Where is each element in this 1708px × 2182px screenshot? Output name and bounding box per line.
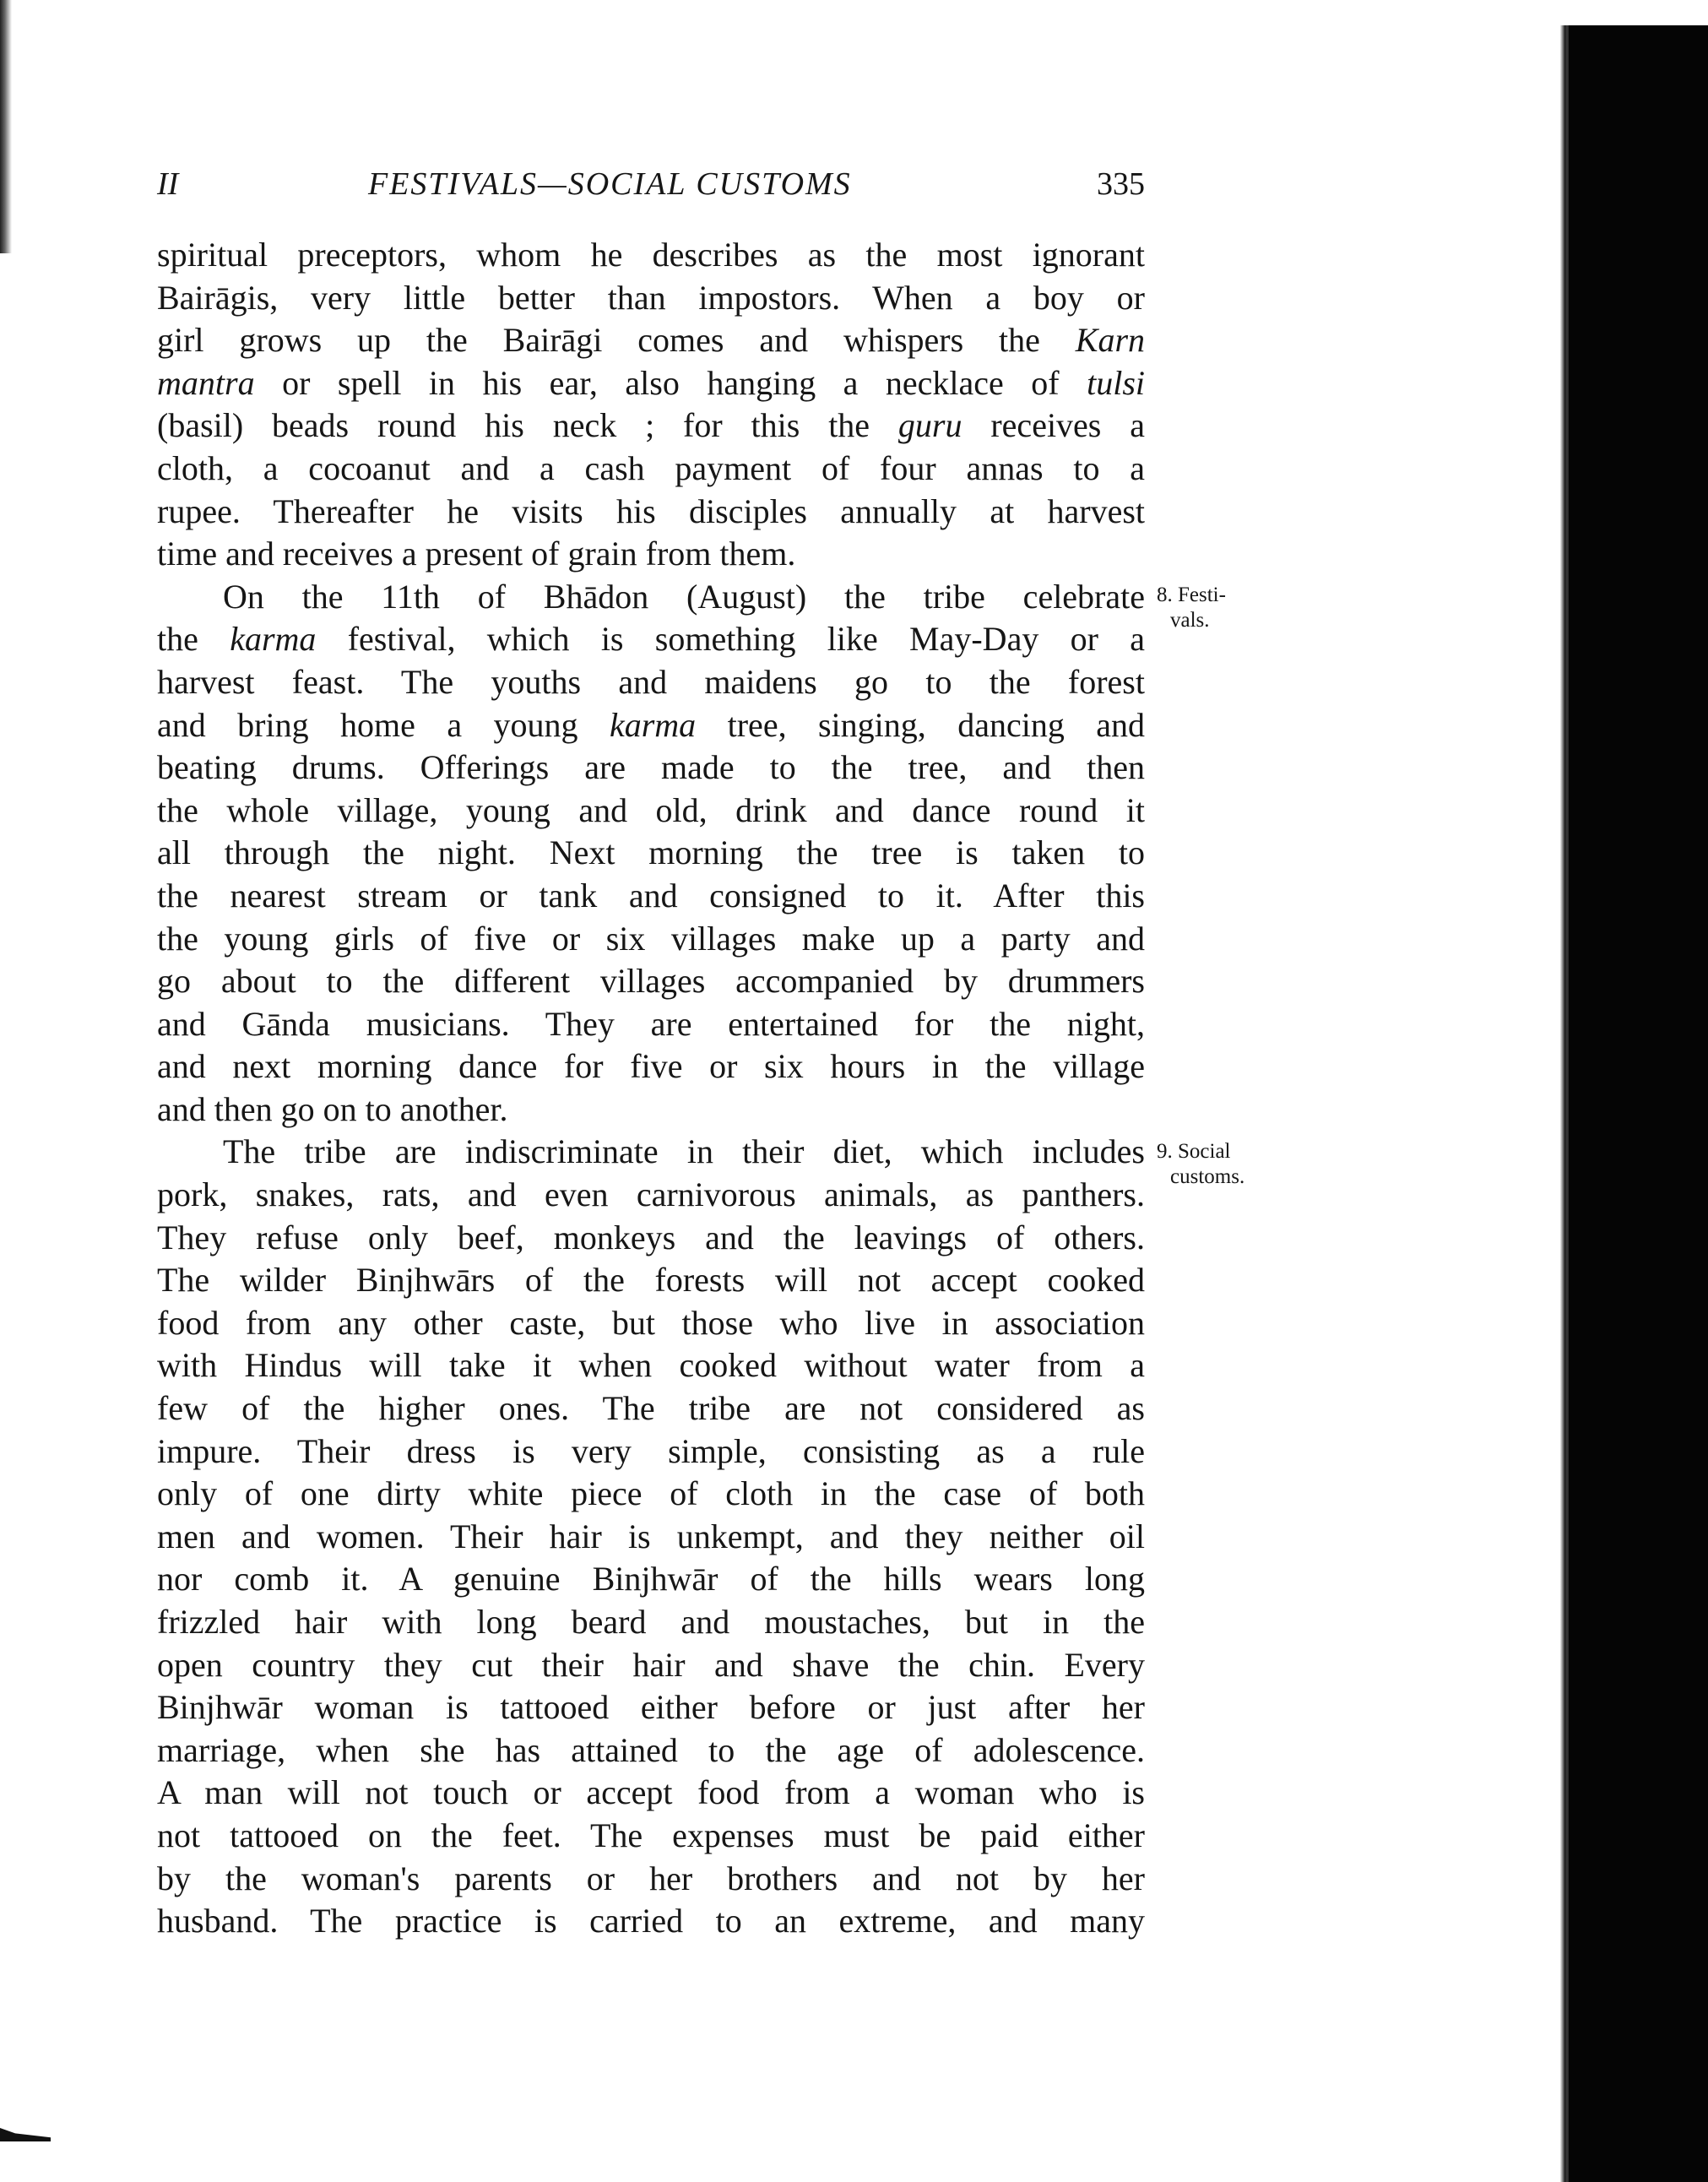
- text-line: men and women. Their hair is unkempt, and they neither oil: [157, 1517, 1145, 1555]
- text-line: and next morning dance for five or six hours in the village: [157, 1047, 1145, 1086]
- body-text: [157, 234, 1145, 1943]
- text-line: and then go on to another.: [157, 1089, 508, 1128]
- text-line: The tribe are indiscriminate in their diet, which includes: [223, 1132, 1145, 1171]
- text-line: the whole village, young and old, drink and dance round it: [157, 790, 1145, 829]
- text-line: mantra or spell in his ear, also hanging a necklace of tulsi: [157, 363, 1145, 402]
- sidenote-festivals-line-1: 8. Festi-: [1157, 583, 1226, 606]
- text-line: On the 11th of Bhādon (August) the tribe celebrate: [223, 577, 1145, 616]
- text-line: (basil) beads round his neck ; for this the guru receives a: [157, 406, 1145, 445]
- text-line: Binjhwār woman is tattooed either before or just after her: [157, 1688, 1145, 1727]
- sidenote-festivals: [1157, 583, 1226, 633]
- sidenote-festivals-line-2: vals.: [1170, 609, 1210, 632]
- text-line: the young girls of five or six villages make up a party and: [157, 919, 1145, 958]
- text-line: food from any other caste, but those who live in association: [157, 1303, 1145, 1342]
- text-line: harvest feast. The youths and maidens go to the forest: [157, 662, 1145, 701]
- sidenote-social-line-1: 9. Social: [1157, 1140, 1231, 1163]
- scan-gutter: [1569, 25, 1708, 2182]
- text-line: the karma festival, which is something like May-Day or a: [157, 620, 1145, 659]
- text-line: and Gānda musicians. They are entertained for the night,: [157, 1004, 1145, 1043]
- text-line: husband. The practice is carried to an extreme, and many: [157, 1902, 1145, 1940]
- text-line: cloth, a cocoanut and a cash payment of four annas to a: [157, 448, 1145, 487]
- sidenote-social-customs: [1157, 1139, 1244, 1190]
- page-number: 335: [1097, 166, 1145, 202]
- sidenote-social-line-2: customs.: [1170, 1165, 1245, 1188]
- text-line: impure. Their dress is very simple, consisting as a rule: [157, 1431, 1145, 1470]
- text-line: Bairāgis, very little better than impostors. When a boy or: [157, 278, 1145, 317]
- text-line: open country they cut their hair and shave the chin. Every: [157, 1645, 1145, 1684]
- text-line: few of the higher ones. The tribe are not considered as: [157, 1389, 1145, 1428]
- text-line: The wilder Binjhwārs of the forests will not accept cooked: [157, 1261, 1145, 1300]
- text-line: go about to the different villages accompanied by drummers: [157, 962, 1145, 1001]
- text-line: pork, snakes, rats, and even carnivorous animals, as panthers.: [157, 1175, 1145, 1214]
- text-line: and bring home a young karma tree, singing, dancing and: [157, 705, 1145, 744]
- text-line: all through the night. Next morning the tree is taken to: [157, 833, 1145, 872]
- text-line: spiritual preceptors, whom he describes as the most ignorant: [157, 236, 1145, 274]
- text-line: the nearest stream or tank and consigned to it. After this: [157, 876, 1145, 915]
- text-line: They refuse only beef, monkeys and the leavings of others.: [157, 1218, 1145, 1257]
- scan-left-edge: [0, 0, 12, 253]
- text-line: with Hindus will take it when cooked without water from a: [157, 1346, 1145, 1385]
- text-line: nor comb it. A genuine Binjhwār of the hills wears long: [157, 1560, 1145, 1599]
- text-line: beating drums. Offerings are made to the tree, and then: [157, 748, 1145, 787]
- text-line: rupee. Thereafter he visits his disciples annually at harvest: [157, 491, 1145, 530]
- text-line: not tattooed on the feet. The expenses must be paid either: [157, 1816, 1145, 1854]
- text-line: frizzled hair with long beard and moustaches, but in the: [157, 1603, 1145, 1641]
- text-line: A man will not touch or accept food from a woman who is: [157, 1773, 1145, 1812]
- text-line: by the woman's parents or her brothers and not by her: [157, 1859, 1145, 1897]
- running-header: [157, 166, 1145, 209]
- text-line: only of one dirty white piece of cloth in the case of both: [157, 1474, 1145, 1513]
- text-line: marriage, when she has attained to the age of adolescence.: [157, 1730, 1145, 1769]
- text-line: girl grows up the Bairāgi comes and whispers the Karn: [157, 321, 1145, 360]
- running-title: FESTIVALS—SOCIAL CUSTOMS: [368, 166, 852, 202]
- scan-corner-mark: [0, 2128, 51, 2141]
- chapter-numeral: II: [157, 166, 179, 202]
- text-line: time and receives a present of grain from them.: [157, 535, 796, 573]
